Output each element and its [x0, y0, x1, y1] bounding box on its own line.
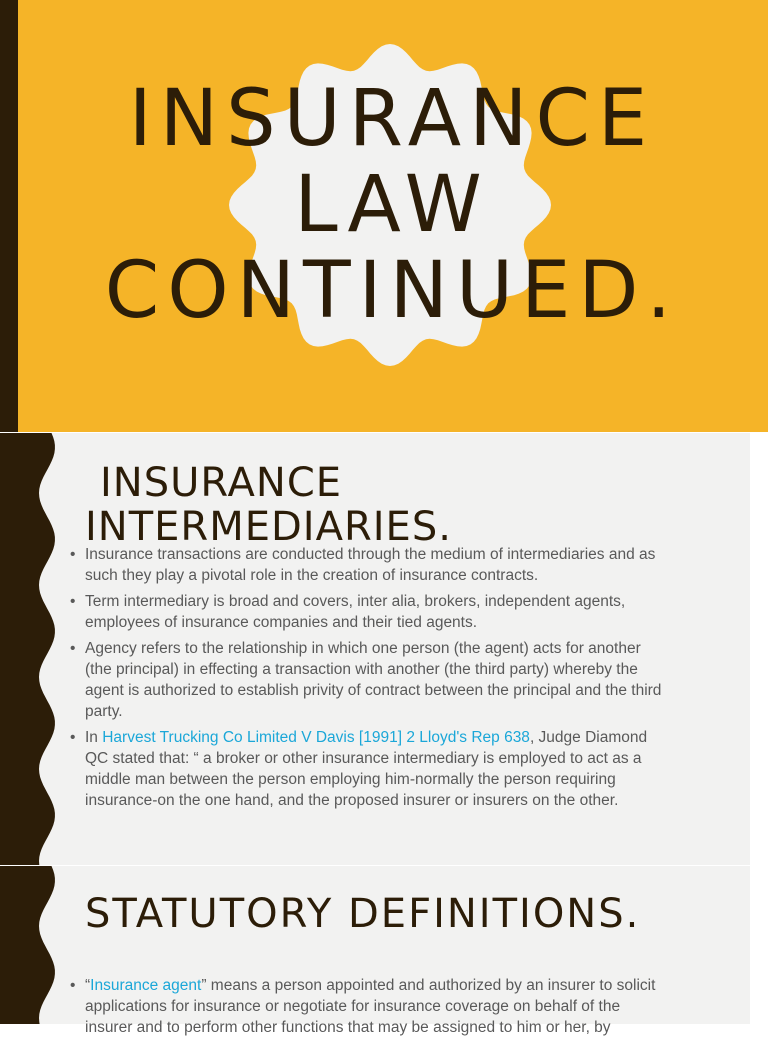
- list-item: [70, 975, 670, 1038]
- bullet-dot-icon: •: [70, 977, 76, 994]
- bullet-list: [70, 975, 670, 1043]
- slide-heading: [85, 461, 685, 549]
- bullet-dot-icon: •: [70, 593, 76, 610]
- bullet-dot-icon: •: [70, 729, 76, 746]
- bullet-suffix: ” means a person appointed and authorized by an insurer to solicit applications for insurance or negotiate for insurance coverage on behalf of the insurer and to perform other functions that may be assigned to him or her, by: [85, 977, 656, 1036]
- slide-title: [0, 76, 784, 334]
- title-slide: [0, 0, 768, 432]
- bullet-suffix: , Judge Diamond QC stated that: “ a broker or other insurance intermediary is employed to act as a middle man between the person employing him-normally the person requiring insurance-on the one hand, and the proposed insurer or insurers on the other.: [85, 729, 648, 809]
- insurance-agent-link[interactable]: Insurance agent: [90, 977, 202, 994]
- title-line-1: INSURANCE: [128, 74, 656, 164]
- wavy-left-border: [0, 866, 60, 1024]
- list-item: [70, 591, 670, 633]
- slide-heading: STATUTORY DEFINITIONS.: [85, 891, 641, 937]
- list-item: [70, 544, 670, 586]
- intermediaries-slide: [0, 433, 768, 865]
- bullet-text: Insurance transactions are conducted through the medium of intermediaries and as such they play a pivotal role in the creation of insurance contracts.: [85, 546, 656, 584]
- bullet-list: [70, 544, 670, 816]
- list-item: [70, 638, 670, 722]
- wavy-left-border: [0, 433, 60, 865]
- heading-line-2: INTERMEDIARIES.: [85, 504, 452, 550]
- bullet-prefix: In: [85, 729, 103, 746]
- bullet-dot-icon: •: [70, 546, 76, 563]
- bullet-dot-icon: •: [70, 640, 76, 657]
- bullet-text: Agency refers to the relationship in which one person (the agent) acts for another (the principal) in effecting a transaction with another (the third party) whereby the agent is authorized to establish privity of contract between the principal and the third party.: [85, 640, 662, 720]
- right-edge-strip: [750, 433, 768, 865]
- list-item: [70, 727, 670, 811]
- title-line-3: CONTINUED.: [104, 246, 680, 336]
- statutory-definitions-slide: [0, 866, 768, 1036]
- case-citation-link[interactable]: Harvest Trucking Co Limited V Davis [1991] 2 Lloyd's Rep 638: [102, 729, 530, 746]
- title-line-2: LAW: [294, 160, 490, 250]
- bullet-prefix: “: [85, 977, 91, 994]
- right-edge-strip: [750, 866, 768, 1024]
- bullet-text: Term intermediary is broad and covers, inter alia, brokers, independent agents, employees of insurance companies and their tied agents.: [85, 593, 626, 631]
- heading-line-1: INSURANCE: [100, 460, 343, 506]
